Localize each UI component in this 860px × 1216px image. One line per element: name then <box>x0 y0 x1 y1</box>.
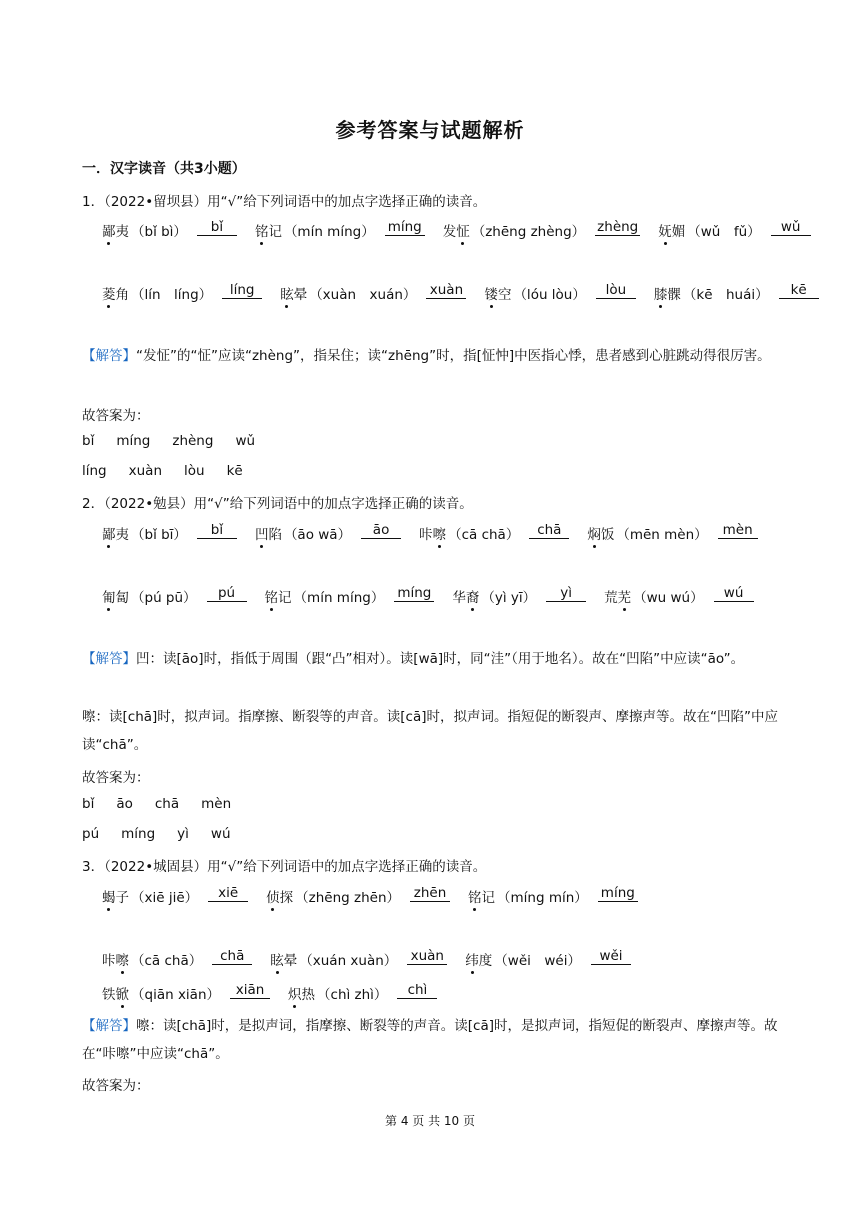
pinyin-item <box>484 283 635 303</box>
dotted-char: 鄙 <box>102 220 116 240</box>
word <box>288 983 315 1003</box>
pinyin-options: （zhēng zhēn） <box>295 890 401 906</box>
answer-value: pú <box>82 826 100 842</box>
pinyin-options: （bǐ bī） <box>131 527 187 543</box>
pinyin-options: （xiē jiē） <box>131 890 199 906</box>
dotted-char: 凹 <box>255 523 269 543</box>
word <box>604 586 631 606</box>
pinyin-item <box>102 886 248 906</box>
pinyin-options: （míng mín） <box>497 890 588 906</box>
answer-blank: zhèng <box>597 219 639 235</box>
dotted-char: 侦 <box>266 886 280 906</box>
word-part: 髁 <box>667 287 681 303</box>
word-part: 记 <box>278 590 292 606</box>
answer-value: zhèng <box>172 433 214 449</box>
pinyin-options: （mēn mèn） <box>616 527 708 543</box>
pinyin-item <box>255 220 425 240</box>
pinyin-item <box>102 586 247 606</box>
pinyin-item <box>102 949 252 969</box>
answer-blank: míng <box>394 586 434 602</box>
question-2-explanation-2: 嚓：读[chā]时，拟声词。指摩擦、断裂等的声音。读[cā]时，拟声词。指短促的断裂声、摩擦声等。故在“凹陷”中应读“chā”。 <box>82 709 779 753</box>
answer-value: kē <box>226 463 243 479</box>
pinyin-options: （lín líng） <box>131 287 213 303</box>
answer-blank: xuàn <box>426 283 466 299</box>
dotted-char: 菱 <box>102 283 116 303</box>
dotted-char: 妩 <box>658 220 672 240</box>
word-part: 度 <box>478 953 493 969</box>
question-2-stem: 2．（2022•勉县）用“√”给下列词语中的加点字选择正确的读音。 <box>82 496 473 512</box>
dotted-char: 焖 <box>587 523 601 543</box>
dotted-char: 蝎 <box>102 886 116 906</box>
word <box>484 283 511 303</box>
pinyin-item <box>468 886 638 906</box>
word-part: 夷 <box>115 224 129 240</box>
pinyin-options: （āo wā） <box>283 527 352 543</box>
dotted-char: 匍 <box>102 586 116 606</box>
word <box>465 949 492 969</box>
word-part: 媚 <box>671 224 686 240</box>
answer-value: míng <box>121 826 156 842</box>
pinyin-options: （cā chā） <box>131 953 203 969</box>
answer-blank: chì <box>397 983 437 999</box>
answer-blank: líng <box>222 283 262 299</box>
word-part: 角 <box>115 287 129 303</box>
question-2-explanation-1: 【解答】凹：读[āo]时，指低于周围（跟“凸”相对）。读[wā]时，同“洼”（用于地名）。故在“凹陷”中应读“āo”。 <box>82 651 745 667</box>
word <box>255 523 282 543</box>
word-part: 华 <box>452 590 466 606</box>
pinyin-options: （mín míng） <box>283 224 375 240</box>
dotted-char: 眩 <box>280 283 294 303</box>
pinyin-options: （zhēng zhèng） <box>471 224 586 240</box>
pinyin-item <box>265 586 435 606</box>
word-part: 匐 <box>115 590 129 606</box>
answer-value: bǐ <box>82 796 95 812</box>
dotted-char: 铭 <box>468 886 482 906</box>
dotted-char: 眩 <box>270 949 284 969</box>
pinyin-item <box>604 586 754 606</box>
word <box>102 886 129 906</box>
answer-blank: lòu <box>596 283 636 299</box>
word <box>270 949 297 969</box>
answer-blank: xiān <box>230 983 270 999</box>
word <box>280 283 307 303</box>
word-part: 空 <box>497 287 512 303</box>
word-part: 陷 <box>268 527 282 543</box>
word <box>468 886 495 906</box>
answer-blank: míng <box>385 220 425 236</box>
answer-blank: chā <box>212 949 252 965</box>
question-2-row-2 <box>102 586 772 606</box>
word <box>102 220 129 240</box>
dotted-char: 嚓 <box>433 523 447 543</box>
page-title: 参考答案与试题解析 <box>335 118 525 142</box>
answer-tag: 【解答】 <box>82 1018 136 1034</box>
pinyin-options: （wǔ fǔ） <box>687 224 761 240</box>
answer-blank: wú <box>714 586 754 602</box>
question-3-row-1 <box>102 886 656 906</box>
pinyin-options: （bǐ bì） <box>131 224 187 240</box>
answer-value: bǐ <box>82 433 95 449</box>
word-part: 记 <box>268 224 282 240</box>
question-1-explanation: 【解答】“发怔”的“怔”应读“zhèng”，指呆住；读“zhēng”时，指[怔忡]中医指心悸，患者感到心脏跳动得很厉害。 <box>82 348 771 364</box>
dotted-char: 鄙 <box>102 523 116 543</box>
word-part: 晕 <box>283 953 298 969</box>
pinyin-item <box>102 220 237 240</box>
answer-blank: mèn <box>718 523 758 539</box>
dotted-char: 纬 <box>465 949 479 969</box>
answer-blank: xuàn <box>407 949 447 965</box>
pinyin-item <box>654 283 819 303</box>
answer-value: xuàn <box>128 463 163 479</box>
pinyin-options: （xuán xuàn） <box>299 953 398 969</box>
word-part: 咔 <box>102 953 116 969</box>
word-part: 夷 <box>115 527 129 543</box>
pinyin-item <box>280 283 466 303</box>
pinyin-item <box>658 220 810 240</box>
dotted-char: 锨 <box>116 983 130 1003</box>
word <box>102 586 129 606</box>
question-1-answers-1 <box>82 433 277 449</box>
word <box>266 886 293 906</box>
pinyin-item <box>255 523 401 543</box>
pinyin-item <box>270 949 447 969</box>
pinyin-options: （wěi wéi） <box>494 953 581 969</box>
dotted-char: 铭 <box>255 220 269 240</box>
pinyin-options: （cā chā） <box>448 527 520 543</box>
dotted-char: 镂 <box>484 283 498 303</box>
question-3-explanation: 【解答】嚓：读[chā]时，是拟声词，指摩擦、断裂等的声音。读[cā]时，是拟声词，指短促的断裂声、摩擦声等。故在“咔嚓”中应读“chā”。 <box>82 1018 778 1062</box>
question-3-stem: 3．（2022•城固县）用“√”给下列词语中的加点字选择正确的读音。 <box>82 859 487 875</box>
answer-blank: xiē <box>208 886 248 902</box>
pinyin-options: （qiān xiān） <box>131 987 221 1003</box>
question-2-answers-2 <box>82 826 253 842</box>
pinyin-item <box>465 949 631 969</box>
dotted-char: 裔 <box>466 586 480 606</box>
question-1-row-1 <box>102 220 829 240</box>
answer-blank: kē <box>779 283 819 299</box>
word-part: 晕 <box>293 287 308 303</box>
word <box>654 283 681 303</box>
pinyin-item <box>102 523 237 543</box>
dotted-char: 芜 <box>618 586 632 606</box>
question-2-answer-label: 故答案为： <box>82 770 150 786</box>
pinyin-item <box>587 523 757 543</box>
answer-value: wú <box>210 826 231 842</box>
word <box>443 220 470 240</box>
answer-blank: bǐ <box>197 523 237 539</box>
dotted-char: 怔 <box>456 220 470 240</box>
answer-blank: míng <box>598 886 638 902</box>
pinyin-options: （xuàn xuán） <box>309 287 417 303</box>
pinyin-item <box>443 220 641 240</box>
word-part: 发 <box>442 224 457 240</box>
question-3-answer-label: 故答案为： <box>82 1078 150 1094</box>
word <box>419 523 446 543</box>
answer-value: wǔ <box>235 433 256 449</box>
word-part: 探 <box>279 890 294 906</box>
word <box>658 220 685 240</box>
word-part: 咔 <box>419 527 433 543</box>
question-1-answer-label: 故答案为： <box>82 408 150 424</box>
pinyin-item <box>288 983 437 1003</box>
answer-blank: bǐ <box>197 220 237 236</box>
word-part: 记 <box>481 890 496 906</box>
word-part: 荒 <box>604 590 618 606</box>
answer-value: míng <box>116 433 151 449</box>
word-part: 热 <box>301 987 316 1003</box>
dotted-char: 膝 <box>654 283 668 303</box>
word <box>102 283 129 303</box>
pinyin-options: （yì yī） <box>481 590 537 606</box>
pinyin-item <box>452 586 586 606</box>
dotted-char: 嚓 <box>116 949 130 969</box>
answer-value: mèn <box>201 796 232 812</box>
answer-value: chā <box>154 796 180 812</box>
answer-value: lòu <box>184 463 205 479</box>
dotted-char: 铭 <box>265 586 279 606</box>
question-1-stem: 1．（2022•留坝县）用“√”给下列词语中的加点字选择正确的读音。 <box>82 194 487 210</box>
answer-blank: chā <box>529 523 569 539</box>
answer-blank: zhēn <box>410 886 450 902</box>
pinyin-item <box>266 886 450 906</box>
word <box>452 586 479 606</box>
word-part: 饭 <box>600 527 615 543</box>
section-heading: 一．汉字读音（共3小题） <box>82 161 246 177</box>
question-1-answers-2 <box>82 463 265 479</box>
pinyin-item <box>102 283 262 303</box>
pinyin-options: （kē huái） <box>682 287 769 303</box>
pinyin-options: （mín míng） <box>293 590 385 606</box>
answer-blank: yì <box>546 586 586 602</box>
answer-blank: āo <box>361 523 401 539</box>
answer-value: āo <box>116 796 133 812</box>
word-part: 铁 <box>102 987 116 1003</box>
answer-tag: 【解答】 <box>82 348 136 364</box>
word-part: 子 <box>115 890 129 906</box>
question-3-row-2 <box>102 949 649 969</box>
word <box>102 983 129 1003</box>
answer-value: yì <box>177 826 189 842</box>
question-2-answers-1 <box>82 796 253 812</box>
page-footer: 第 4 页 共 10 页 <box>385 1114 475 1128</box>
pinyin-item <box>102 983 270 1003</box>
word <box>255 220 282 240</box>
answer-value: líng <box>82 463 107 479</box>
question-2-row-1 <box>102 523 776 543</box>
answer-blank: wǔ <box>771 220 811 236</box>
pinyin-options: （wu wú） <box>633 590 704 606</box>
pinyin-options: （chì zhì） <box>317 987 388 1003</box>
word <box>587 523 614 543</box>
pinyin-item <box>419 523 569 543</box>
pinyin-options: （lóu lòu） <box>513 287 586 303</box>
word <box>102 523 129 543</box>
pinyin-options: （pú pū） <box>131 590 197 606</box>
answer-tag: 【解答】 <box>82 651 136 667</box>
word <box>265 586 292 606</box>
word <box>102 949 129 969</box>
dotted-char: 炽 <box>288 983 302 1003</box>
question-3-row-3 <box>102 983 455 1003</box>
answer-blank: pú <box>207 586 247 602</box>
question-1-row-2 <box>102 283 837 303</box>
answer-blank: wěi <box>591 949 631 965</box>
